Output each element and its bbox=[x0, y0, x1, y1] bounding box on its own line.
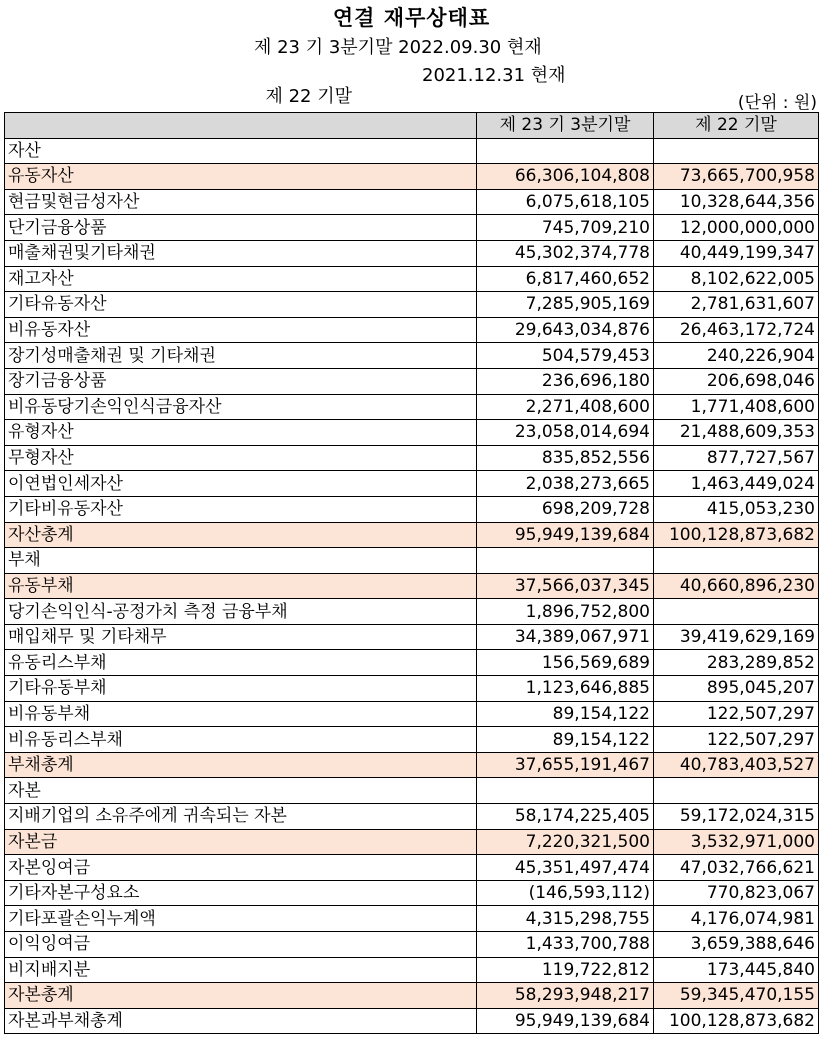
account-name-cell: 단기금융상품 bbox=[5, 215, 477, 241]
current-amount-cell: 58,174,225,405 bbox=[477, 804, 654, 830]
account-name-cell: 재고자산 bbox=[5, 266, 477, 292]
account-name-cell: 기타포괄손익누계액 bbox=[5, 906, 477, 932]
prior-period-date: 2021.12.31 현재 bbox=[422, 65, 566, 86]
prior-amount-cell: 10,328,644,356 bbox=[654, 189, 819, 215]
table-row bbox=[5, 496, 819, 522]
current-amount-cell: 4,315,298,755 bbox=[477, 906, 654, 932]
prior-amount-cell: 40,783,403,527 bbox=[654, 752, 819, 778]
prior-amount-cell: 895,045,207 bbox=[654, 676, 819, 702]
prior-amount-cell: 122,507,297 bbox=[654, 701, 819, 727]
current-amount-cell: 745,709,210 bbox=[477, 215, 654, 241]
header-account bbox=[5, 113, 477, 139]
account-name-cell: 유형자산 bbox=[5, 420, 477, 446]
table-row bbox=[5, 676, 819, 702]
account-name-cell: 기타유동자산 bbox=[5, 292, 477, 318]
table-row bbox=[5, 368, 819, 394]
account-name-cell: 자본금 bbox=[5, 829, 477, 855]
table-body bbox=[5, 138, 819, 1034]
current-amount-cell: 89,154,122 bbox=[477, 727, 654, 753]
table-row bbox=[5, 778, 819, 804]
current-amount-cell: 37,655,191,467 bbox=[477, 752, 654, 778]
prior-amount-cell: 283,289,852 bbox=[654, 650, 819, 676]
table-row bbox=[5, 343, 819, 369]
account-name-cell: 비유동리스부채 bbox=[5, 727, 477, 753]
account-name-cell: 무형자산 bbox=[5, 445, 477, 471]
prior-amount-cell bbox=[654, 548, 819, 574]
account-name-cell: 비유동자산 bbox=[5, 317, 477, 343]
current-amount-cell: 58,293,948,217 bbox=[477, 983, 654, 1009]
prior-amount-cell: 877,727,567 bbox=[654, 445, 819, 471]
table-row bbox=[5, 266, 819, 292]
current-amount-cell: 1,896,752,800 bbox=[477, 599, 654, 625]
prior-amount-cell: 100,128,873,682 bbox=[654, 1008, 819, 1034]
current-amount-cell: 6,817,460,652 bbox=[477, 266, 654, 292]
table-row bbox=[5, 317, 819, 343]
account-name-cell: 유동리스부채 bbox=[5, 650, 477, 676]
current-amount-cell: 1,123,646,885 bbox=[477, 676, 654, 702]
current-amount-cell: 119,722,812 bbox=[477, 957, 654, 983]
table-row bbox=[5, 240, 819, 266]
table-row bbox=[5, 906, 819, 932]
current-amount-cell: 1,433,700,788 bbox=[477, 932, 654, 958]
prior-amount-cell: 173,445,840 bbox=[654, 957, 819, 983]
account-name-cell: 유동자산 bbox=[5, 164, 477, 190]
prior-amount-cell: 21,488,609,353 bbox=[654, 420, 819, 446]
current-amount-cell: 698,209,728 bbox=[477, 496, 654, 522]
table-row bbox=[5, 932, 819, 958]
current-amount-cell: 23,058,014,694 bbox=[477, 420, 654, 446]
prior-amount-cell: 47,032,766,621 bbox=[654, 855, 819, 881]
account-name-cell: 장기성매출채권 및 기타채권 bbox=[5, 343, 477, 369]
table-row bbox=[5, 471, 819, 497]
table-row bbox=[5, 599, 819, 625]
prior-amount-cell: 12,000,000,000 bbox=[654, 215, 819, 241]
table-row bbox=[5, 420, 819, 446]
current-amount-cell: (146,593,112) bbox=[477, 880, 654, 906]
current-amount-cell: 2,271,408,600 bbox=[477, 394, 654, 420]
prior-amount-cell bbox=[654, 599, 819, 625]
header-current: 제 23 기 3분기말 bbox=[477, 113, 654, 139]
account-name-cell: 부채총계 bbox=[5, 752, 477, 778]
table-row bbox=[5, 189, 819, 215]
table-row bbox=[5, 957, 819, 983]
account-name-cell: 매출채권및기타채권 bbox=[5, 240, 477, 266]
prior-amount-cell: 2,781,631,607 bbox=[654, 292, 819, 318]
prior-amount-cell: 240,226,904 bbox=[654, 343, 819, 369]
current-amount-cell: 29,643,034,876 bbox=[477, 317, 654, 343]
current-amount-cell: 236,696,180 bbox=[477, 368, 654, 394]
account-name-cell: 기타자본구성요소 bbox=[5, 880, 477, 906]
account-name-cell: 비유동당기손익인식금융자산 bbox=[5, 394, 477, 420]
account-name-cell: 지배기업의 소유주에게 귀속되는 자본 bbox=[5, 804, 477, 830]
prior-amount-cell: 415,053,230 bbox=[654, 496, 819, 522]
prior-amount-cell: 100,128,873,682 bbox=[654, 522, 819, 548]
table-row bbox=[5, 829, 819, 855]
current-amount-cell: 37,566,037,345 bbox=[477, 573, 654, 599]
account-name-cell: 자본과부채총계 bbox=[5, 1008, 477, 1034]
prior-amount-cell: 1,463,449,024 bbox=[654, 471, 819, 497]
account-name-cell: 이연법인세자산 bbox=[5, 471, 477, 497]
prior-amount-cell: 40,660,896,230 bbox=[654, 573, 819, 599]
unit-label: (단위 : 원) bbox=[737, 93, 817, 113]
account-name-cell: 유동부채 bbox=[5, 573, 477, 599]
current-amount-cell bbox=[477, 778, 654, 804]
prior-amount-cell bbox=[654, 778, 819, 804]
current-amount-cell: 156,569,689 bbox=[477, 650, 654, 676]
table-row bbox=[5, 701, 819, 727]
prior-amount-cell: 59,345,470,155 bbox=[654, 983, 819, 1009]
current-amount-cell: 45,302,374,778 bbox=[477, 240, 654, 266]
current-amount-cell: 2,038,273,665 bbox=[477, 471, 654, 497]
table-row bbox=[5, 983, 819, 1009]
current-amount-cell: 34,389,067,971 bbox=[477, 624, 654, 650]
prior-period-label: 제 22 기말 bbox=[265, 86, 352, 107]
table-row bbox=[5, 138, 819, 164]
current-amount-cell: 95,949,139,684 bbox=[477, 522, 654, 548]
prior-amount-cell: 59,172,024,315 bbox=[654, 804, 819, 830]
prior-amount-cell: 73,665,700,958 bbox=[654, 164, 819, 190]
prior-amount-cell bbox=[654, 138, 819, 164]
prior-amount-cell: 770,823,067 bbox=[654, 880, 819, 906]
account-name-cell: 자본총계 bbox=[5, 983, 477, 1009]
prior-amount-cell: 40,449,199,347 bbox=[654, 240, 819, 266]
prior-amount-cell: 26,463,172,724 bbox=[654, 317, 819, 343]
table-row bbox=[5, 215, 819, 241]
prior-amount-cell: 8,102,622,005 bbox=[654, 266, 819, 292]
current-amount-cell: 66,306,104,808 bbox=[477, 164, 654, 190]
account-name-cell: 비지배지분 bbox=[5, 957, 477, 983]
prior-amount-cell: 1,771,408,600 bbox=[654, 394, 819, 420]
prior-amount-cell: 3,532,971,000 bbox=[654, 829, 819, 855]
table-row bbox=[5, 752, 819, 778]
account-name-cell: 당기손익인식-공정가치 측정 금융부채 bbox=[5, 599, 477, 625]
current-period: 제 23 기 3분기말 2022.09.30 현재 bbox=[254, 37, 542, 58]
balance-sheet-table bbox=[4, 112, 819, 1034]
table-row bbox=[5, 573, 819, 599]
current-amount-cell: 6,075,618,105 bbox=[477, 189, 654, 215]
table-row bbox=[5, 1008, 819, 1034]
current-amount-cell: 7,220,321,500 bbox=[477, 829, 654, 855]
current-amount-cell: 89,154,122 bbox=[477, 701, 654, 727]
account-name-cell: 자산 bbox=[5, 138, 477, 164]
current-amount-cell: 7,285,905,169 bbox=[477, 292, 654, 318]
table-row bbox=[5, 164, 819, 190]
account-name-cell: 기타유동부채 bbox=[5, 676, 477, 702]
prior-amount-cell: 4,176,074,981 bbox=[654, 906, 819, 932]
current-amount-cell: 835,852,556 bbox=[477, 445, 654, 471]
table-row bbox=[5, 292, 819, 318]
table-row bbox=[5, 624, 819, 650]
account-name-cell: 기타비유동자산 bbox=[5, 496, 477, 522]
table-row bbox=[5, 394, 819, 420]
current-amount-cell bbox=[477, 138, 654, 164]
current-amount-cell bbox=[477, 548, 654, 574]
account-name-cell: 이익잉여금 bbox=[5, 932, 477, 958]
statement-title: 연결 재무상태표 bbox=[332, 6, 491, 30]
header-prior: 제 22 기말 bbox=[654, 113, 819, 139]
account-name-cell: 비유동부채 bbox=[5, 701, 477, 727]
prior-amount-cell: 206,698,046 bbox=[654, 368, 819, 394]
prior-amount-cell: 3,659,388,646 bbox=[654, 932, 819, 958]
table-row bbox=[5, 522, 819, 548]
table-row bbox=[5, 880, 819, 906]
account-name-cell: 자산총계 bbox=[5, 522, 477, 548]
account-name-cell: 현금및현금성자산 bbox=[5, 189, 477, 215]
table-row bbox=[5, 650, 819, 676]
prior-amount-cell: 39,419,629,169 bbox=[654, 624, 819, 650]
current-amount-cell: 45,351,497,474 bbox=[477, 855, 654, 881]
prior-amount-cell: 122,507,297 bbox=[654, 727, 819, 753]
header-row bbox=[5, 113, 819, 139]
account-name-cell: 자본 bbox=[5, 778, 477, 804]
account-name-cell: 자본잉여금 bbox=[5, 855, 477, 881]
table-row bbox=[5, 855, 819, 881]
account-name-cell: 부채 bbox=[5, 548, 477, 574]
account-name-cell: 장기금융상품 bbox=[5, 368, 477, 394]
table-row bbox=[5, 804, 819, 830]
table-row bbox=[5, 727, 819, 753]
table-row bbox=[5, 548, 819, 574]
current-amount-cell: 95,949,139,684 bbox=[477, 1008, 654, 1034]
current-amount-cell: 504,579,453 bbox=[477, 343, 654, 369]
table-row bbox=[5, 445, 819, 471]
account-name-cell: 매입채무 및 기타채무 bbox=[5, 624, 477, 650]
